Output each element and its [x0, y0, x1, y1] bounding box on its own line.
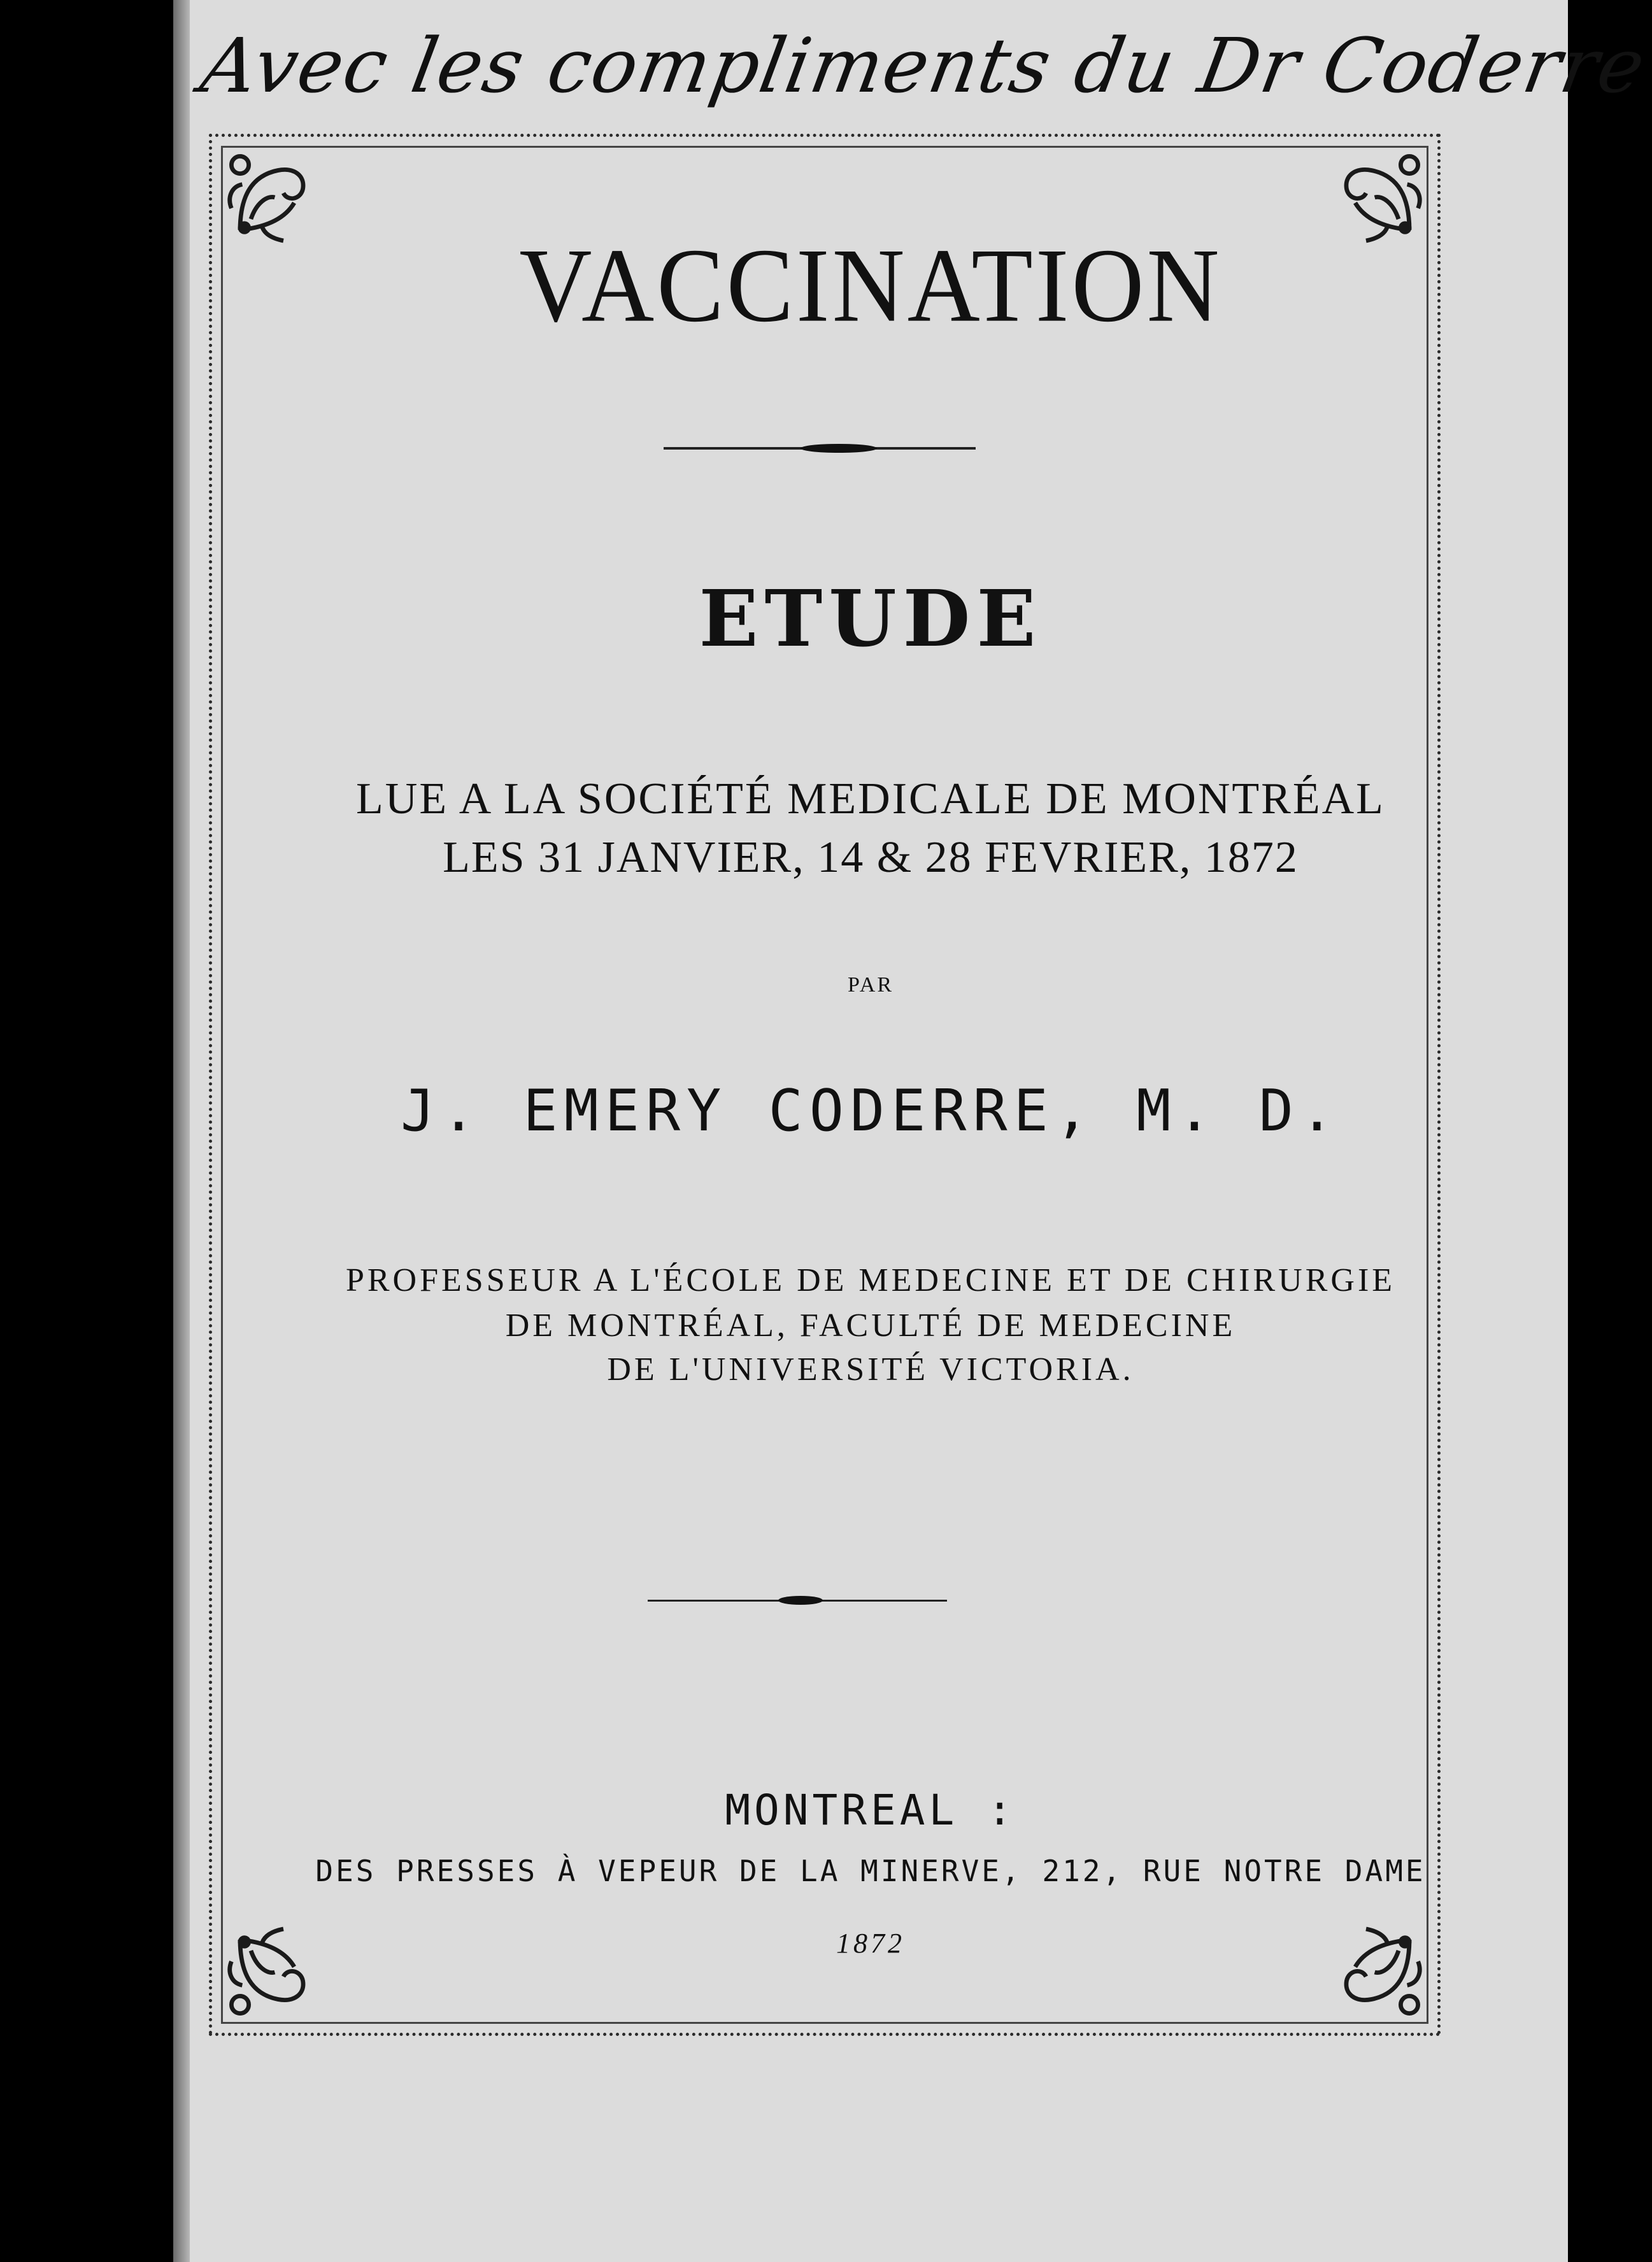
affiliation-line-3: DE L'UNIVERSITÉ VICTORIA. [607, 1351, 1134, 1388]
affiliation-line-2: DE MONTRÉAL, FACULTÉ DE MEDECINE [505, 1307, 1236, 1344]
inscription-text: Avec les compliments du Dr Coderre [194, 22, 1652, 110]
lecture-line-1: LUE A LA SOCIÉTÉ MEDICALE DE MONTRÉAL [356, 774, 1385, 823]
lecture-line-2: LES 31 JANVIER, 14 & 28 FEVRIER, 1872 [443, 833, 1299, 882]
subtitle-etude: ETUDE [699, 573, 1043, 664]
imprint-year: 1872 [836, 1928, 905, 1959]
author-name: J. EMERY CODERRE, M. D. [400, 1078, 1341, 1144]
book-title: VACCINATION [519, 227, 1222, 345]
affiliation-line-1: PROFESSEUR A L'ÉCOLE DE MEDECINE ET DE CHIRURGIE [345, 1262, 1396, 1298]
imprint-press: DES PRESSES À VEPEUR DE LA MINERVE, 212, RUE NOTRE DAME [315, 1854, 1426, 1888]
handwritten-inscription [183, 15, 1652, 124]
upper-rule-ornament [801, 444, 877, 453]
imprint-city: MONTREAL : [725, 1786, 1016, 1835]
by-label: PAR [847, 973, 894, 997]
lower-rule-ornament [778, 1596, 823, 1605]
title-page [173, 0, 1652, 2262]
